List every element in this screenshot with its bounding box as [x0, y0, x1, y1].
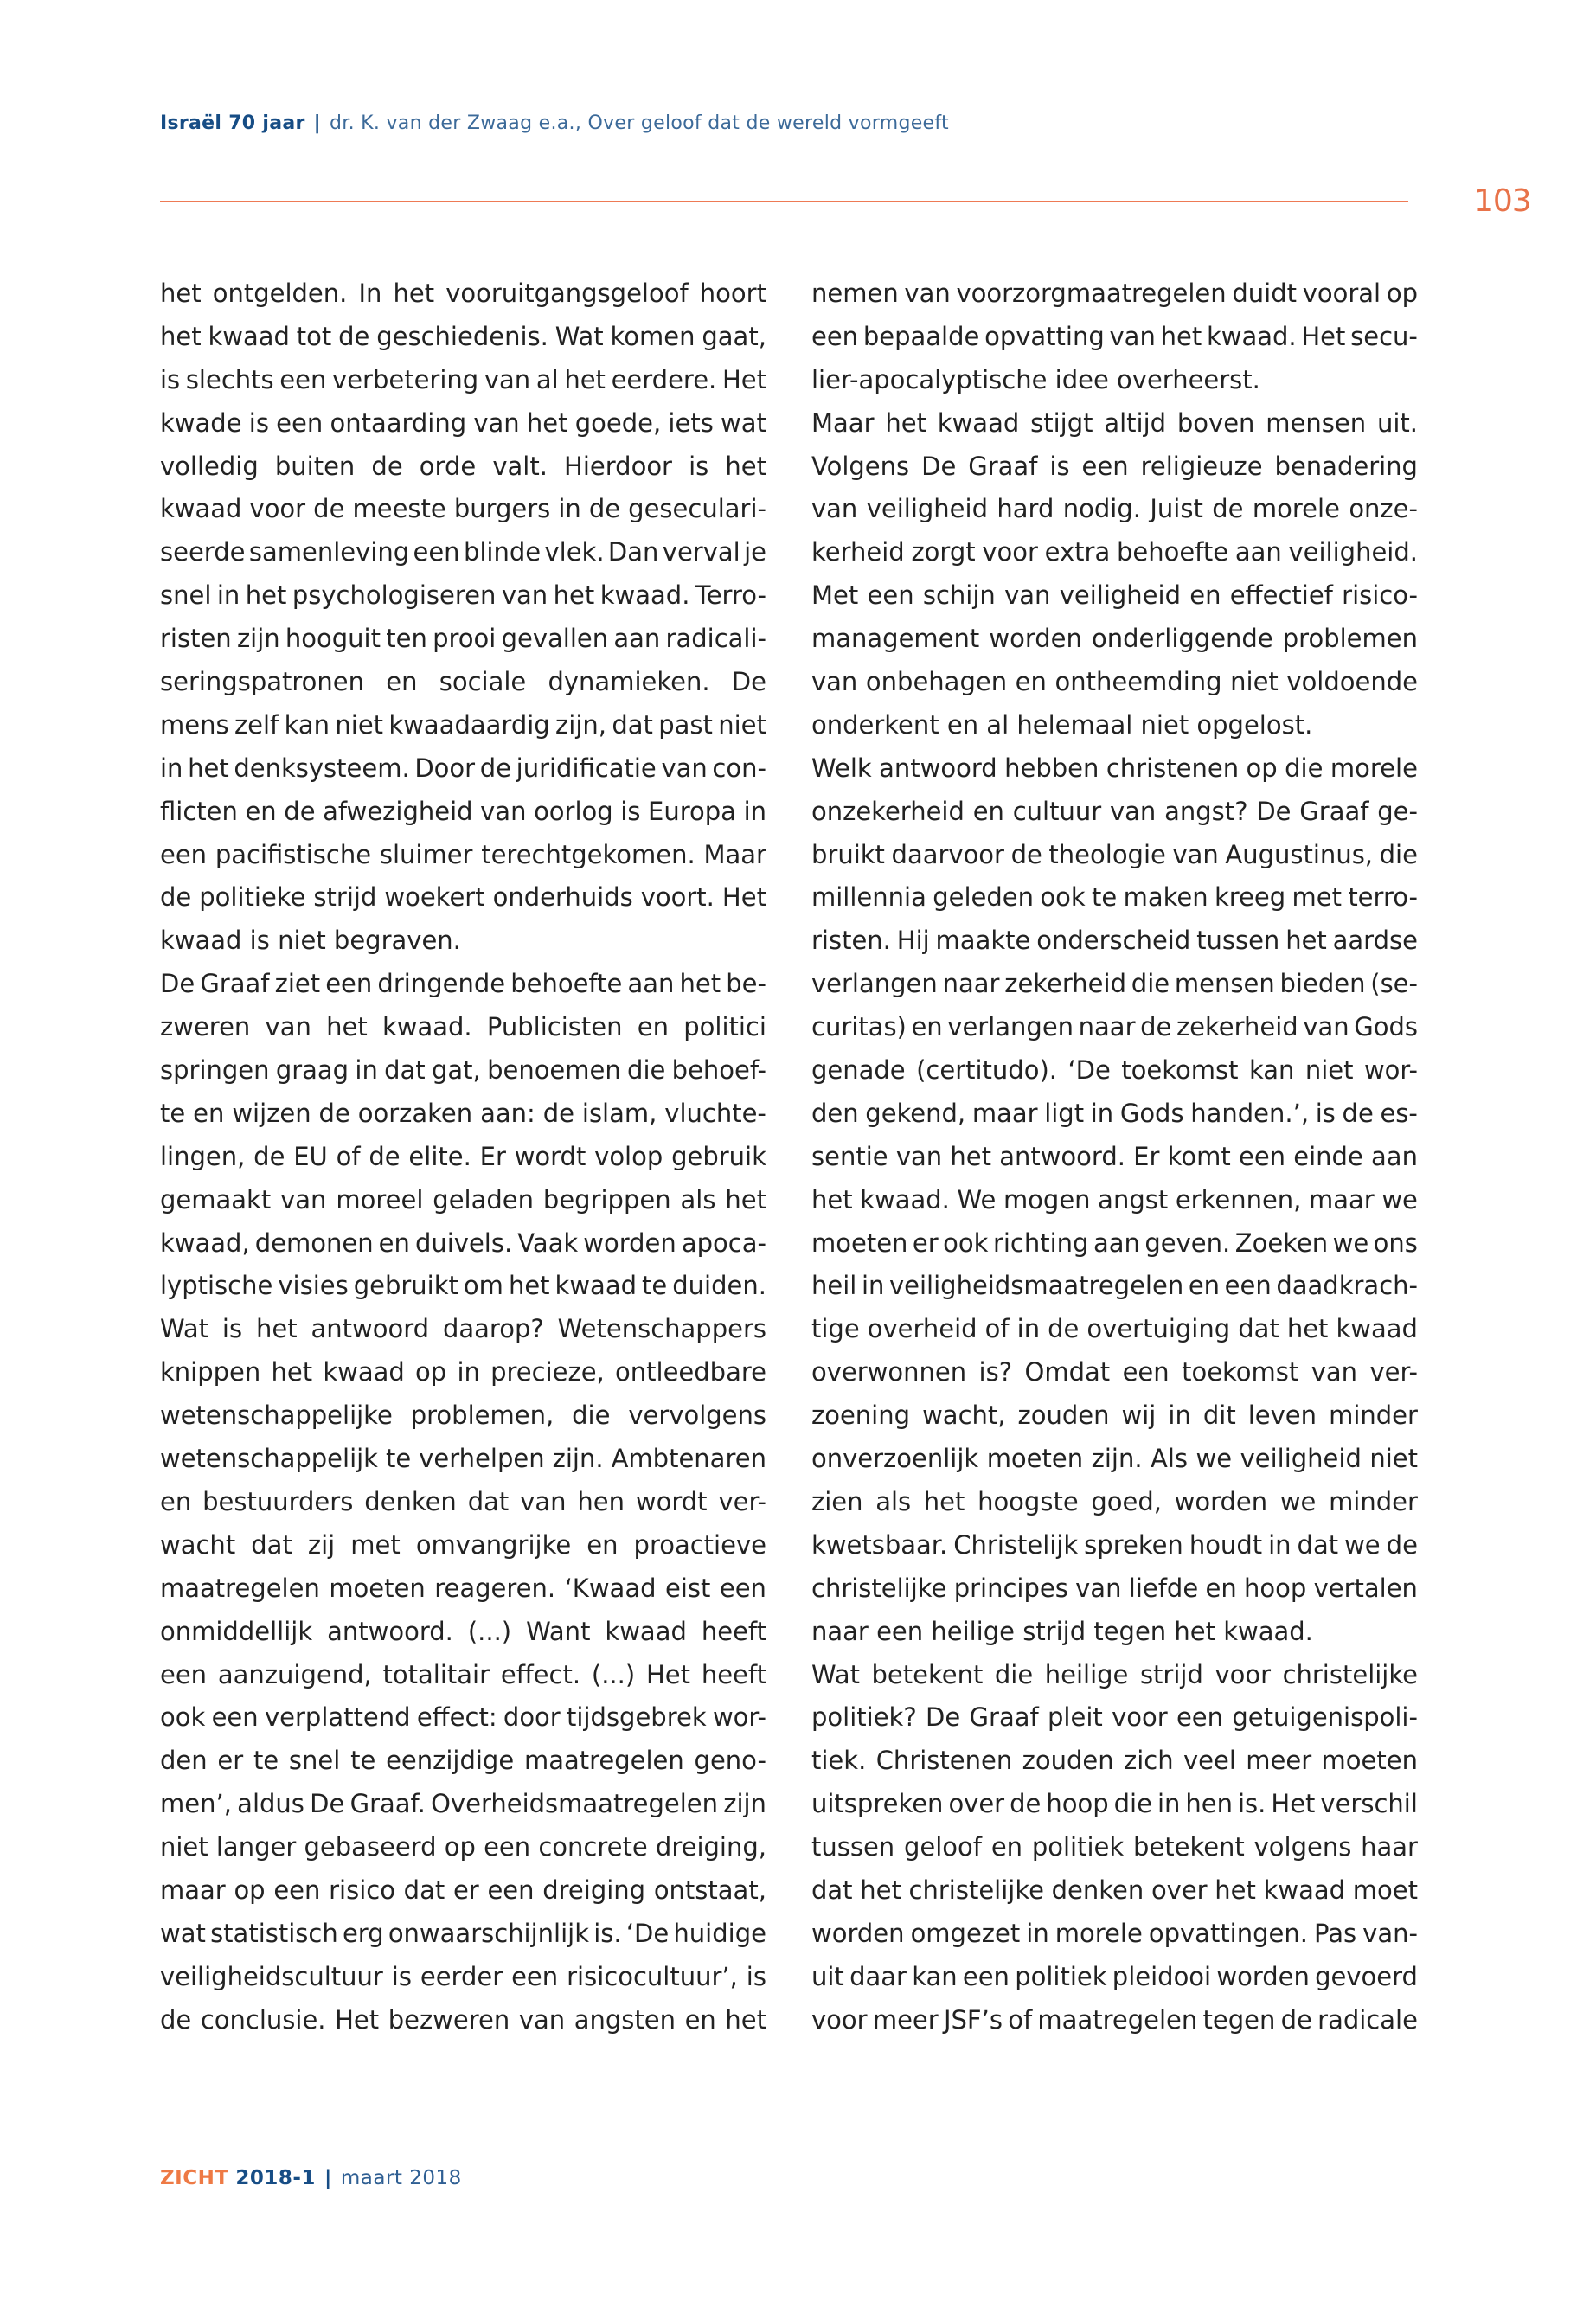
text-line: knippen het kwaad op in precieze, ontleedbare: [160, 1357, 766, 1388]
text-line: onverzoenlijk moeten zijn. Als we veiligheid niet: [811, 1444, 1418, 1474]
text-line: nemen van voorzorgmaatregelen duidt vooral op: [811, 279, 1418, 308]
text-line: kwaad is niet begraven.: [160, 926, 461, 956]
text-line: worden omgezet in morele opvattingen. Pas van-: [811, 1918, 1418, 1948]
footer-date: maart 2018: [340, 2167, 462, 2189]
text-line: tige overheid of in de overtuiging dat het kwaad: [811, 1314, 1418, 1344]
running-header: [160, 112, 949, 134]
text-line: christelijke principes van liefde en hoop vertalen: [811, 1573, 1418, 1603]
text-line: volledig buiten de orde valt. Hierdoor is het: [160, 451, 766, 481]
text-line: Volgens De Graaf is een religieuze benadering: [811, 451, 1418, 481]
text-line: van onbehagen en ontheemding niet voldoende: [811, 667, 1418, 697]
text-line: millennia geleden ook te maken kreeg met terro-: [811, 882, 1418, 913]
text-line: mens zelf kan niet kwaadaardig zijn, dat past niet: [160, 709, 766, 740]
text-line: Welk antwoord hebben christenen op die morele: [811, 753, 1418, 783]
text-line: seringspatronen en sociale dynamieken. De: [160, 667, 766, 697]
text-column-1: [160, 272, 766, 2042]
text-line: den er te snel te eenzijdige maatregelen geno-: [160, 1746, 766, 1776]
text-line: een aanzuigend, totalitair effect. (...) Het heeft: [160, 1659, 766, 1689]
text-line: in het denksysteem. Door de juridificatie van con-: [160, 753, 766, 783]
text-line: den gekend, maar ligt in Gods handen.’, is de es-: [811, 1098, 1418, 1128]
text-line: De Graaf ziet een dringende behoefte aan het be-: [160, 969, 766, 999]
text-line: en bestuurders denken dat van hen wordt ver-: [160, 1486, 766, 1516]
text-line: management worden onderliggende problemen: [811, 624, 1418, 654]
text-line: kwaad, demonen en duivels. Vaak worden apoca-: [160, 1227, 766, 1258]
header-separator: |: [313, 112, 321, 134]
text-line: kwade is een ontaarding van het goede, iets wat: [160, 407, 766, 438]
text-line: lingen, de EU of de elite. Er wordt volop gebruik: [160, 1141, 766, 1171]
text-line: zoening wacht, zouden wij in dit leven minder: [811, 1400, 1418, 1431]
header-section-title: Israël 70 jaar: [160, 112, 305, 134]
text-line: zien als het hoogste goed, worden we minder: [811, 1486, 1418, 1516]
text-column-2: [811, 272, 1418, 2042]
text-line: uitspreken over de hoop die in hen is. Het verschil: [811, 1789, 1418, 1819]
footer-magazine-name: ZICHT: [160, 2167, 229, 2189]
text-line: zweren van het kwaad. Publicisten en politici: [160, 1012, 766, 1042]
text-line: kerheid zorgt voor extra behoefte aan veiligheid.: [811, 537, 1418, 567]
text-line: veiligheidscultuur is eerder een risicocultuur’, is: [160, 1961, 766, 1991]
text-line: dat het christelijke denken over het kwaad moet: [811, 1875, 1418, 1905]
header-rule: [160, 201, 1408, 202]
text-line: risten zijn hooguit ten prooi gevallen aan radicali-: [160, 624, 766, 654]
text-line: overwonnen is? Omdat een toekomst van ver-: [811, 1357, 1418, 1388]
text-line: snel in het psychologiseren van het kwaad. Terro-: [160, 580, 766, 611]
text-line: curitas) en verlangen naar de zekerheid van Gods: [811, 1012, 1418, 1042]
text-line: gemaakt van moreel geladen begrippen als het: [160, 1184, 766, 1215]
text-line: politiek? De Graaf pleit voor een getuigenispoli-: [811, 1702, 1418, 1733]
text-line: lyptische visies gebruikt om het kwaad te duiden.: [160, 1271, 766, 1301]
text-line: het kwaad. We mogen angst erkennen, maar we: [811, 1184, 1418, 1215]
text-line: maatregelen moeten reageren. ‘Kwaad eist een: [160, 1573, 766, 1603]
text-line: bruikt daarvoor de theologie van Augustinus, die: [811, 839, 1418, 869]
text-line: een bepaalde opvatting van het kwaad. Het secu-: [811, 321, 1418, 351]
text-line: de conclusie. Het bezweren van angsten en het: [160, 2004, 766, 2035]
text-line: het ontgelden. In het vooruitgangsgeloof hoort: [160, 279, 766, 308]
text-line: onderkent en al helemaal niet opgelost.: [811, 709, 1313, 740]
text-line: tiek. Christenen zouden zich veel meer moeten: [811, 1746, 1418, 1776]
text-line: voor meer JSF’s of maatregelen tegen de radicale: [811, 2004, 1418, 2035]
page-number: 103: [1474, 183, 1531, 219]
footer-separator: |: [324, 2167, 332, 2189]
text-line: lier-apocalyptische idee overheerst.: [811, 364, 1260, 394]
text-line: moeten er ook richting aan geven. Zoeken we ons: [811, 1227, 1418, 1258]
text-line: verlangen naar zekerheid die mensen bieden (se-: [811, 969, 1418, 999]
footer-issue: 2018-1: [235, 2167, 316, 2189]
text-line: Wat betekent die heilige strijd voor christelijke: [811, 1659, 1418, 1689]
text-line: uit daar kan een politiek pleidooi worden gevoerd: [811, 1961, 1418, 1991]
text-line: onzekerheid en cultuur van angst? De Graaf ge-: [811, 796, 1418, 826]
text-line: risten. Hij maakte onderscheid tussen het aardse: [811, 926, 1418, 956]
text-line: naar een heilige strijd tegen het kwaad.: [811, 1616, 1313, 1646]
text-line: niet langer gebaseerd op een concrete dreiging,: [160, 1832, 766, 1862]
text-line: van veiligheid hard nodig. Juist de morele onze-: [811, 494, 1418, 524]
text-line: wacht dat zij met omvangrijke en proactieve: [160, 1529, 766, 1560]
text-line: maar op een risico dat er een dreiging ontstaat,: [160, 1875, 766, 1905]
text-line: men’, aldus De Graaf. Overheidsmaatregelen zijn: [160, 1789, 766, 1819]
text-line: wat statistisch erg onwaarschijnlijk is. ‘De huidige: [160, 1918, 766, 1948]
text-line: kwaad voor de meeste burgers in de geseculari-: [160, 494, 766, 524]
text-line: onmiddellijk antwoord. (...) Want kwaad heeft: [160, 1616, 766, 1646]
text-line: Maar het kwaad stijgt altijd boven mensen uit.: [811, 407, 1418, 438]
text-line: ook een verplattend effect: door tijdsgebrek wor-: [160, 1702, 766, 1733]
text-line: Wat is het antwoord daarop? Wetenschappers: [160, 1314, 766, 1344]
text-line: seerde samenleving een blinde vlek. Dan verval je: [160, 537, 766, 567]
text-line: het kwaad tot de geschiedenis. Wat komen gaat,: [160, 321, 766, 351]
text-line: sentie van het antwoord. Er komt een einde aan: [811, 1141, 1418, 1171]
text-line: genade (certitudo). ‘De toekomst kan niet wor-: [811, 1055, 1418, 1086]
text-line: flicten en de afwezigheid van oorlog is Europa in: [160, 796, 766, 826]
running-footer: [160, 2167, 462, 2189]
text-line: kwetsbaar. Christelijk spreken houdt in dat we de: [811, 1529, 1418, 1560]
text-line: heil in veiligheidsmaatregelen en een daadkrach-: [811, 1271, 1418, 1301]
text-line: tussen geloof en politiek betekent volgens haar: [811, 1832, 1418, 1862]
text-line: wetenschappelijke problemen, die vervolgens: [160, 1400, 766, 1431]
text-line: wetenschappelijk te verhelpen zijn. Ambtenaren: [160, 1444, 766, 1474]
text-line: springen graag in dat gat, benoemen die behoef-: [160, 1055, 766, 1086]
text-line: te en wijzen de oorzaken aan: de islam, vluchte-: [160, 1098, 766, 1128]
text-line: is slechts een verbetering van al het eerdere. Het: [160, 364, 766, 394]
text-line: de politieke strijd woekert onderhuids voort. Het: [160, 882, 766, 913]
text-line: een pacifistische sluimer terechtgekomen. Maar: [160, 839, 766, 869]
text-line: Met een schijn van veiligheid en effectief risico-: [811, 580, 1418, 611]
header-article-title: dr. K. van der Zwaag e.a., Over geloof dat de wereld vormgeeft: [330, 112, 949, 134]
